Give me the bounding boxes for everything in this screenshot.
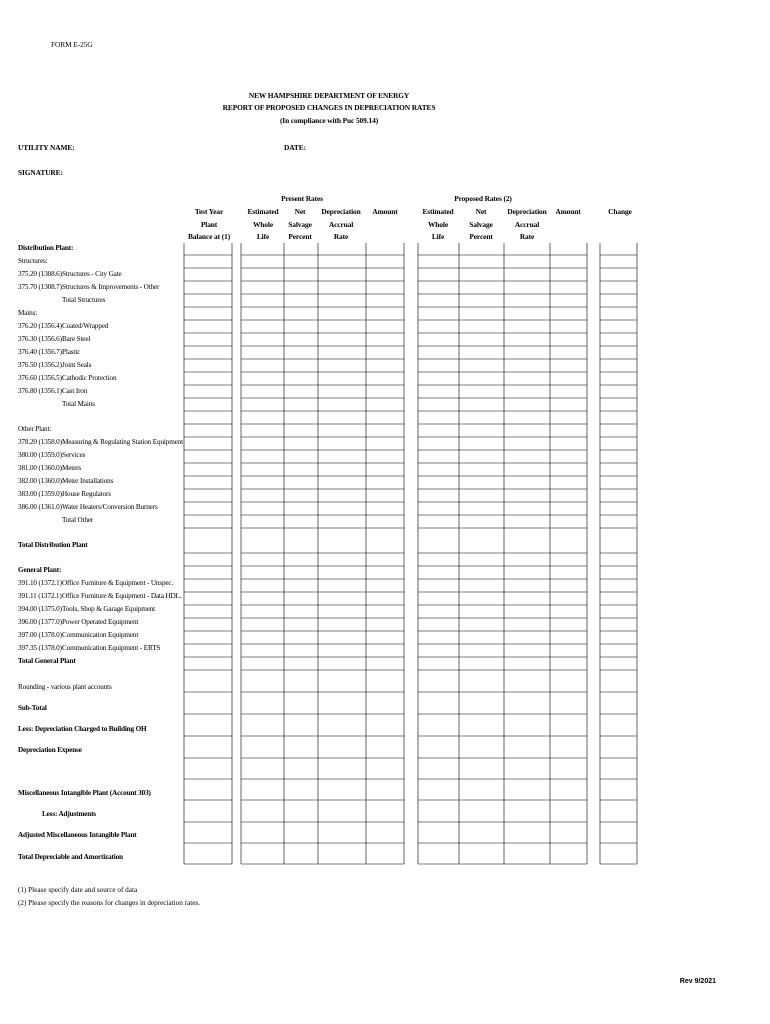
- row-total-depreciable: Total Depreciable and Amortization: [18, 853, 123, 861]
- col-proposed-life-2: Whole: [427, 220, 449, 229]
- col-present-life-3: Life: [256, 232, 270, 241]
- row-general-communication: 397.00 (1378.0)Communication Equipment: [18, 631, 139, 639]
- row-other-plant: Other Plant:: [18, 425, 52, 433]
- col-present-amount: Amount: [372, 207, 398, 216]
- row-general-power: 396.00 (1377.0)Power Operated Equipment: [18, 618, 139, 626]
- col-present-salvage-1: Net: [294, 207, 306, 216]
- row-other-water-heaters: 386.00 (1361.0)Water Heaters/Conversion Burners: [18, 503, 158, 511]
- col-present-rate-3: Rate: [333, 232, 349, 241]
- col-proposed-salvage-1: Net: [475, 207, 487, 216]
- row-general-erts: 397.35 (1378.0)Communication Equipment - ERTS: [18, 644, 161, 652]
- col-change: Change: [608, 207, 632, 216]
- row-subtotal: Sub-Total: [18, 704, 47, 712]
- col-present-salvage-3: Percent: [288, 232, 312, 241]
- title-compliance: (In compliance with Puc 509.14): [279, 116, 379, 125]
- col-present-life-2: Whole: [252, 220, 274, 229]
- row-mains-cast-iron: 376.80 (1356.1)Cast Iron: [18, 387, 88, 395]
- row-total-distribution: Total Distribution Plant: [18, 541, 88, 549]
- row-general-furniture-data: 391.11 (1372.1)Office Furniture & Equipment - Data HDL.: [18, 592, 182, 600]
- row-mains-joint-seals: 376.50 (1356.2)Joint Seals: [18, 361, 92, 369]
- row-general-furniture-unspec: 391.10 (1372.1)Office Furniture & Equipment - Unspec.: [18, 579, 174, 587]
- row-total-general: Total General Plant: [18, 657, 76, 665]
- row-rounding: Rounding - various plant accounts: [18, 683, 112, 691]
- row-other-meters: 381.00 (1360.0)Meters: [18, 464, 82, 472]
- col-present-rate-2: Accrual: [328, 220, 354, 229]
- col-present-rate-1: Depreciation: [321, 207, 361, 216]
- present-rates-header: Present Rates: [281, 194, 323, 203]
- col-proposed-life-1: Estimated: [422, 207, 454, 216]
- row-other-house-reg: 383.00 (1359.0)House Regulators: [18, 490, 111, 498]
- row-adj-misc-intangible: Adjusted Miscellaneous Intangible Plant: [18, 831, 137, 839]
- row-mains-plastic: 376.40 (1356.7)Plastic: [18, 348, 81, 356]
- row-general-tools: 394.00 (1375.0)Tools, Shop & Garage Equipment: [18, 605, 156, 613]
- row-total-structures: Total Structures: [62, 296, 106, 304]
- row-other-services: 380.00 (1359.0)Services: [18, 451, 86, 459]
- row-mains-coated: 376.20 (1356.4)Coated/Wrapped: [18, 322, 109, 330]
- revision-label: Rev 9/2021: [679, 978, 716, 985]
- col-proposed-rate-2: Accrual: [514, 220, 540, 229]
- col-test-year-1: Test Year: [194, 207, 224, 216]
- row-total-mains: Total Mains: [62, 400, 95, 408]
- row-mains-bare-steel: 376.30 (1356.6)Bare Steel: [18, 335, 91, 343]
- row-misc-intangible: Miscellaneous Intangible Plant (Account 303): [18, 789, 151, 797]
- title-report: REPORT OF PROPOSED CHANGES IN DEPRECIATION RATES: [222, 103, 436, 112]
- proposed-rates-header: Proposed Rates (2): [454, 194, 512, 203]
- col-proposed-amount: Amount: [555, 207, 581, 216]
- row-total-other: Total Other: [62, 516, 94, 524]
- form-id: FORM E-25G: [51, 40, 93, 49]
- col-present-salvage-2: Salvage: [288, 220, 312, 229]
- row-mains-cathodic: 376.60 (1356.5)Cathodic Protection: [18, 374, 117, 382]
- row-structures-city-gate: 375.20 (1308.6)Structures - City Gate: [18, 270, 122, 278]
- col-proposed-life-3: Life: [431, 232, 445, 241]
- footnote-2: (2) Please specify the reasons for changes in depreciation rates.: [18, 899, 201, 907]
- col-proposed-rate-3: Rate: [519, 232, 535, 241]
- col-test-year-2: Plant: [200, 220, 218, 229]
- col-proposed-rate-1: Depreciation: [507, 207, 547, 216]
- row-dep-expense: Depreciation Expense: [18, 746, 82, 754]
- row-less-dep-oh: Less: Depreciation Charged to Building OH: [18, 725, 147, 733]
- utility-name-label: UTILITY NAME:: [18, 143, 75, 152]
- signature-label: SIGNATURE:: [18, 168, 63, 177]
- row-other-measuring: 378.20 (1358.0)Measuring & Regulating Station Equipment: [18, 438, 183, 446]
- title-agency: NEW HAMPSHIRE DEPARTMENT OF ENERGY: [248, 91, 410, 100]
- row-mains: Mains:: [18, 309, 38, 317]
- row-general-plant: General Plant:: [18, 566, 62, 574]
- row-structures: Structures:: [18, 257, 48, 265]
- col-test-year-3: Balance at (1): [187, 232, 231, 241]
- row-other-meter-install: 382.00 (1360.0)Meter Installations: [18, 477, 114, 485]
- date-label: DATE:: [284, 143, 306, 152]
- row-structures-other: 375.70 (1308.7)Structures & Improvements - Other: [18, 283, 160, 291]
- footnote-1: (1) Please specify date and source of data: [18, 886, 138, 894]
- col-proposed-salvage-3: Percent: [469, 232, 493, 241]
- col-proposed-salvage-2: Salvage: [469, 220, 493, 229]
- col-present-life-1: Estimated: [247, 207, 279, 216]
- row-less-adjustments: Less: Adjustments: [42, 810, 96, 818]
- row-distribution-plant: Distribution Plant:: [18, 244, 74, 252]
